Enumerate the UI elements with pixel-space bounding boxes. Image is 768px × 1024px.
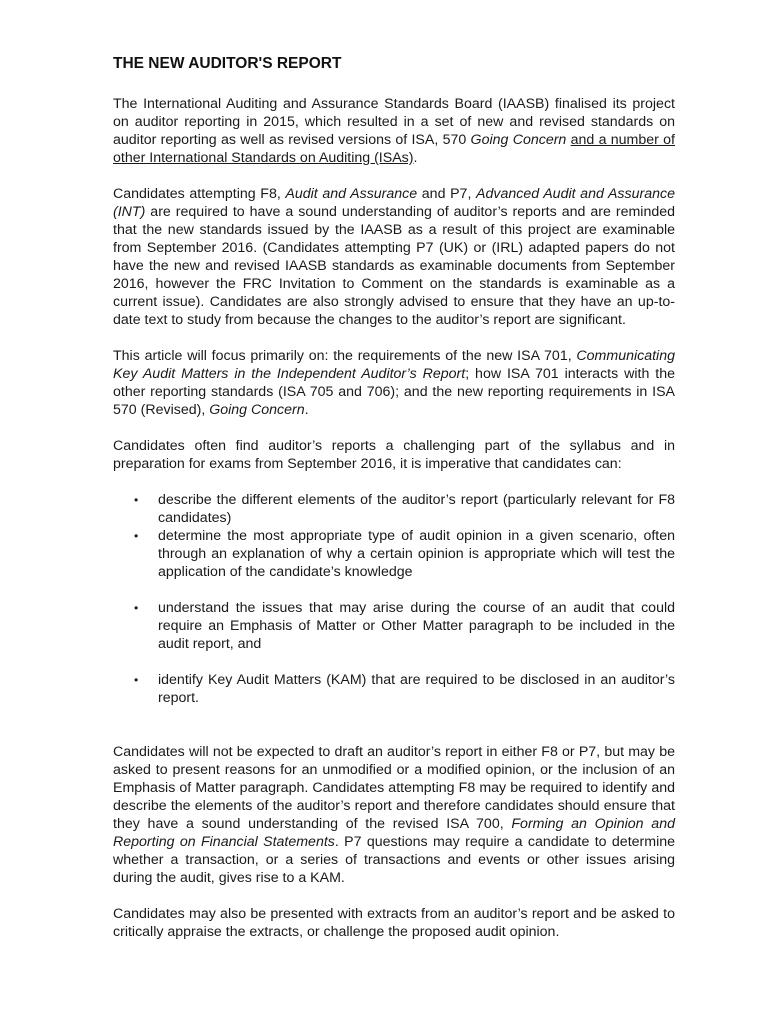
list-spacer [113, 581, 675, 599]
p2-text-a: Candidates attempting F8, [113, 186, 286, 202]
list-spacer [113, 653, 675, 671]
p3-text-c: ; how ISA 701 interacts with the other reporting standards (ISA 705 and 706); and the new reporting requirements in ISA 570 (Revised), [113, 366, 675, 418]
list-item-text: determine the most appropriate type of audit opinion in a given scenario, often through an explanation of why a certain opinion is appropriate which will test the application of the candidate’s knowledge [158, 528, 675, 580]
paragraph-article-focus [113, 347, 675, 419]
paragraph-candidates [113, 185, 675, 329]
list-item-text: describe the different elements of the auditor’s report (particularly relevant for F8 candidates) [158, 492, 675, 526]
bullet-list [113, 491, 675, 707]
list-item-text: understand the issues that may arise during the course of an audit that could require an Emphasis of Matter or Other Matter paragraph to be included in the audit report, and [158, 600, 675, 652]
p3-italic-going-concern: Going Concern [209, 402, 305, 418]
list-item [113, 671, 675, 707]
p3-text-a: This article will focus primarily on: the requirements of the new ISA 701, [113, 348, 577, 364]
p2-text-e: are required to have a sound understanding of auditor’s reports and are reminded that the new standards issued by the IAASB as a result of this project are examinable from September 2016. (Candidates attempting P7 (UK) or (IRL) adapted papers do not have the new and revised IAASB standards as examinable documents from September 2016, however the FRC Invitation to Comment on the standards is examinable as a current issue). Candidates are also strongly advised to ensure that they have an up-to-date text to study from because the changes to the auditor’s report are significant. [113, 204, 675, 328]
paragraph-not-expected [113, 743, 675, 887]
bullet-icon: • [134, 529, 139, 543]
document-page [113, 54, 675, 959]
p1-period: . [413, 150, 418, 166]
bullet-icon: • [134, 493, 139, 507]
p2-italic-f8: Audit and Assurance [285, 186, 418, 202]
p3-italic-isa701: Communicating Key Audit Matters in the Independent Auditor’s Report [113, 348, 675, 382]
p3-period: . [304, 402, 309, 418]
bullet-icon: • [134, 673, 139, 687]
p1-italic-going-concern: Going Concern [470, 132, 567, 148]
p5-text-a: Candidates will not be expected to draft an auditor’s report in either F8 or P7, but may be asked to present reasons for an unmodified or a modified opinion, or the inclusion of an Emphasis of Matter paragraph. Candidates attempting F8 may be required to identify and describe the elements of the auditor’s report and therefore candidates should ensure that they have a sound understanding of the revised ISA 700, [113, 744, 675, 832]
list-item [113, 527, 675, 581]
p5-text-c: . P7 questions may require a candidate to determine whether a transaction, or a series of transactions and events or other issues arising during the audit, gives rise to a KAM. [113, 834, 675, 886]
paragraph-intro [113, 95, 675, 167]
p1-text-a: The International Auditing and Assurance Standards Board (IAASB) finalised its project on auditor reporting in 2015, which resulted in a set of new and revised standards on auditor reporting as well as revised versions of ISA, 570 [113, 96, 675, 148]
p5-italic-isa700: Forming an Opinion and Reporting on Financial Statements [113, 816, 675, 850]
list-item-text: identify Key Audit Matters (KAM) that are required to be disclosed in an auditor’s report. [158, 672, 675, 706]
bullet-icon: • [134, 601, 139, 615]
paragraph-extracts: Candidates may also be presented with extracts from an auditor’s report and be asked to critically appraise the extracts, or challenge the proposed audit opinion. [113, 906, 675, 940]
list-item [113, 599, 675, 653]
section-spacer [113, 707, 675, 743]
p2-italic-p7: Advanced Audit and Assurance (INT) [113, 186, 675, 220]
list-item [113, 491, 675, 527]
p2-text-c: and P7, [417, 186, 477, 202]
paragraph-challenging: Candidates often find auditor’s reports a challenging part of the syllabus and in preparation for exams from September 2016, it is imperative that candidates can: [113, 438, 675, 472]
p1-underlined-link[interactable]: and a number of other International Standards on Auditing (ISAs) [113, 132, 675, 166]
document-title: THE NEW AUDITOR'S REPORT [113, 55, 342, 72]
